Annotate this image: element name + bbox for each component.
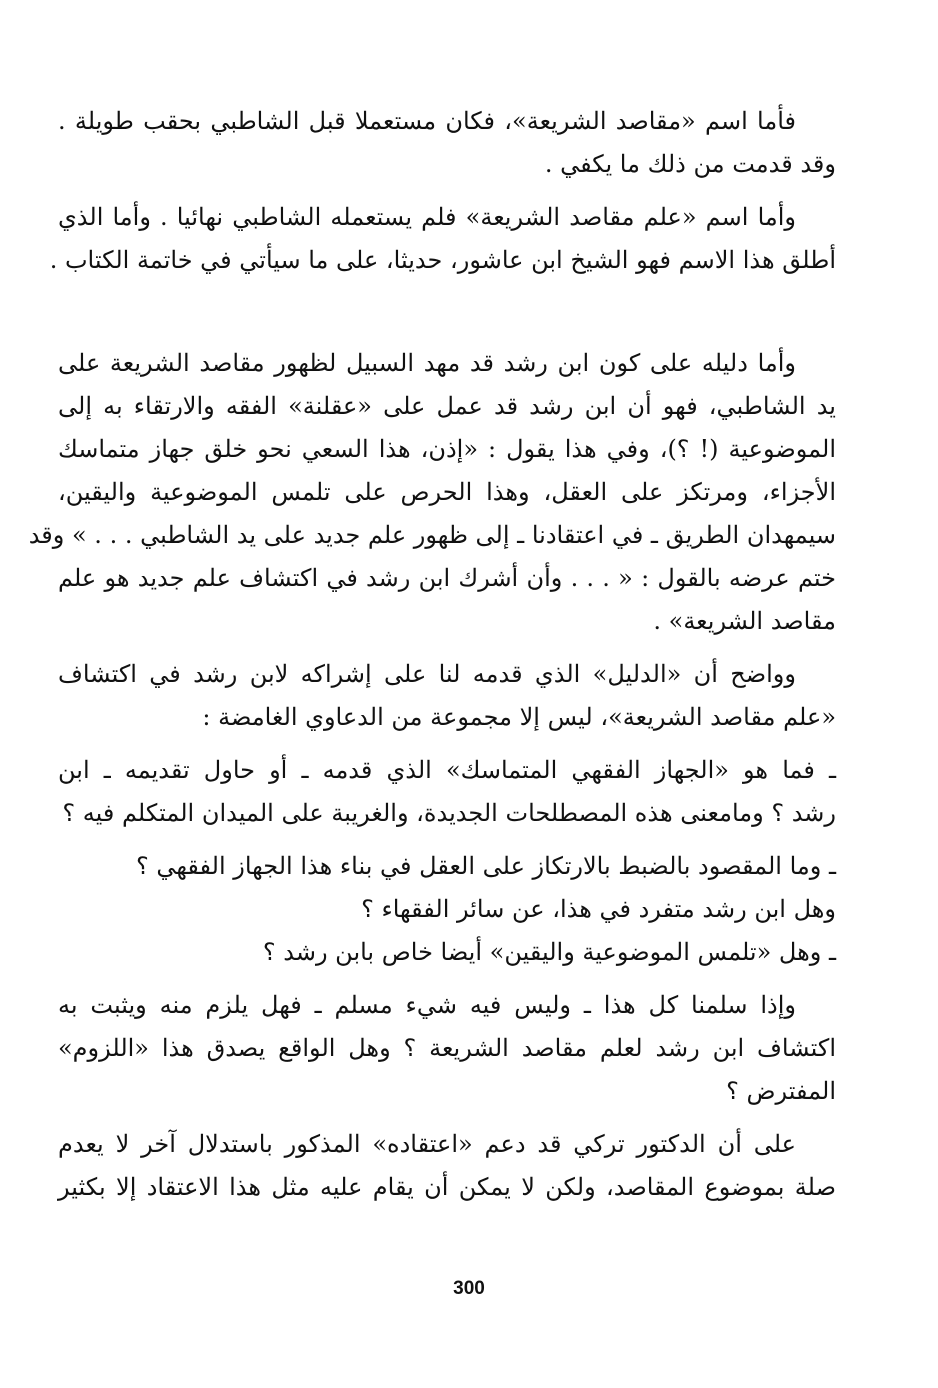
text-line: فأما اسم «مقاصد الشريعة»، فكان مستعملا قبل الشاطبي بحقب طويلة . <box>58 107 796 135</box>
text-line: سيمهدان الطريق ـ في اعتقادنا ـ إلى ظهور علم جديد على يد الشاطبي . . . » وقد <box>28 521 836 549</box>
text-line: ختم عرضه بالقول : « . . . وأن أشرك ابن رشد في اكتشاف علم جديد هو علم <box>58 564 836 592</box>
text-line: اكتشاف ابن رشد لعلم مقاصد الشريعة ؟ وهل الواقع يصدق هذا «اللزوم» <box>58 1034 836 1062</box>
paragraph <box>58 845 836 974</box>
page-body <box>28 100 837 1209</box>
paragraph <box>58 984 836 1113</box>
text-line: ـ وهل «تلمس الموضوعية واليقين» أيضا خاص بابن رشد ؟ <box>262 938 836 966</box>
text-line: وإذا سلمنا كل هذا ـ وليس فيه شيء مسلم ـ فهل يلزم منه ويثبت به <box>58 991 796 1019</box>
paragraph <box>49 196 836 282</box>
text-line: المفترض ؟ <box>726 1077 836 1105</box>
text-line: ـ وما المقصود بالضبط بالارتكاز على العقل في بناء هذا الجهاز الفقهي ؟ <box>135 852 836 880</box>
paragraph <box>58 749 836 835</box>
paragraph <box>58 653 836 739</box>
text-line: وواضح أن «الدليل» الذي قدمه لنا على إشراكه لابن رشد في اكتشاف <box>58 660 796 688</box>
paragraph <box>58 100 836 186</box>
paragraph <box>58 1123 836 1209</box>
text-line: صلة بموضوع المقاصد، ولكن لا يمكن أن يقام عليه مثل هذا الاعتقاد إلا بكثير <box>58 1173 836 1201</box>
text-line: ـ فما هو «الجهاز الفقهي المتماسك» الذي قدمه ـ أو حاول تقديمه ـ ابن <box>58 756 836 784</box>
text-line: يد الشاطبي، فهو أن ابن رشد قد عمل على «عقلنة» الفقه والارتقاء به إلى <box>58 392 836 420</box>
text-line: «علم مقاصد الشريعة»، ليس إلا مجموعة من الدعاوي الغامضة : <box>202 703 836 731</box>
text-line: الموضوعية (! ؟)، وفي هذا يقول : «إذن، هذا السعي نحو خلق جهاز متماسك <box>58 435 836 463</box>
text-line: وأما دليله على كون ابن رشد قد مهد السبيل لظهور مقاصد الشريعة على <box>58 349 796 377</box>
paragraph <box>28 342 837 643</box>
text-line: وهل ابن رشد متفرد في هذا، عن سائر الفقهاء ؟ <box>361 895 836 923</box>
text-line: رشد ؟ ومامعنى هذه المصطلحات الجديدة، والغريبة على الميدان المتكلم فيه ؟ <box>62 799 836 827</box>
text-line: وأما اسم «علم مقاصد الشريعة» فلم يستعمله الشاطبي نهائيا . وأما الذي <box>58 203 796 231</box>
text-line: الأجزاء، ومرتكز على العقل، وهذا الحرص على تلمس الموضوعية واليقين، <box>58 478 837 506</box>
text-line: وقد قدمت من ذلك ما يكفي . <box>544 150 836 178</box>
text-line: على أن الدكتور تركي قد دعم «اعتقاده» المذكور باستدلال آخر لا يعدم <box>58 1130 796 1158</box>
page-number: 300 <box>453 1278 485 1299</box>
text-line: مقاصد الشريعة» . <box>653 607 836 635</box>
text-line: أطلق هذا الاسم فهو الشيخ ابن عاشور، حديثا، على ما سيأتي في خاتمة الكتاب . <box>49 246 836 274</box>
